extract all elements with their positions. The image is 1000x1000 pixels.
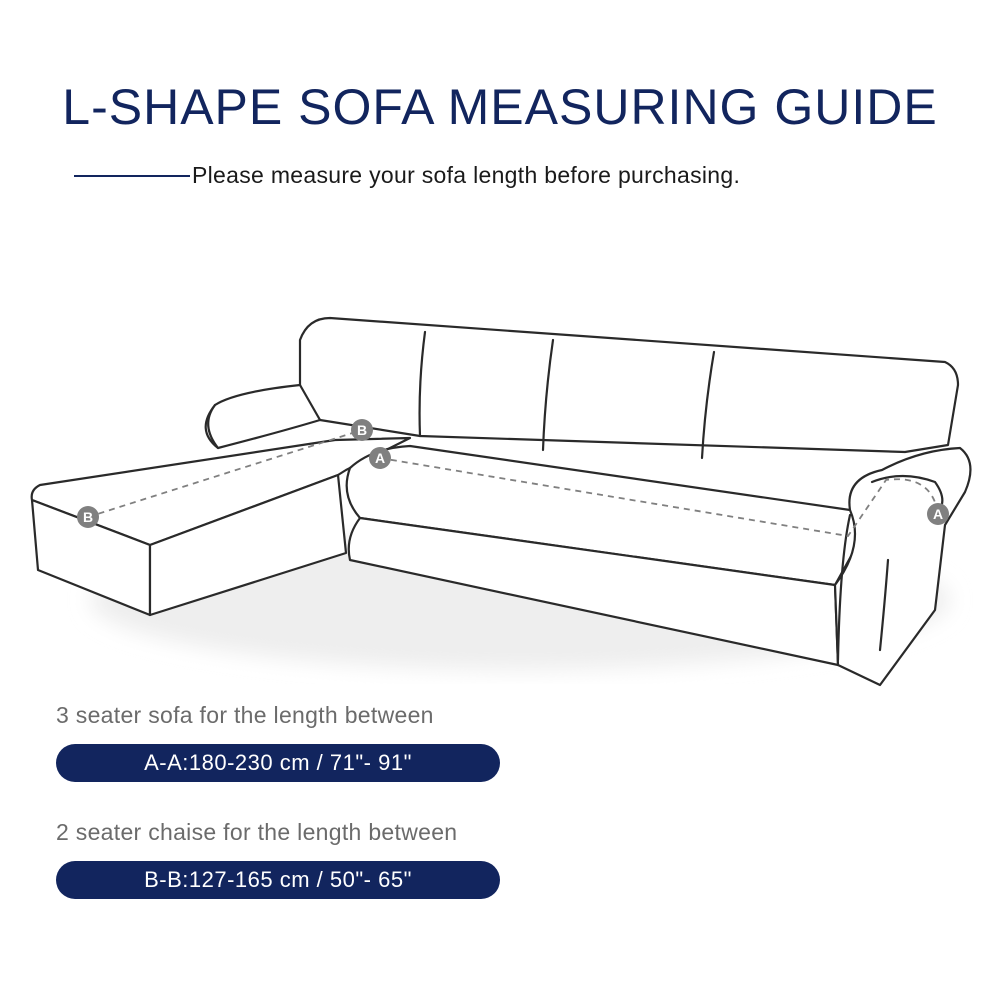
chaise-bolster [206,385,320,448]
marker-b-chaise-start [351,419,373,441]
marker-a-sofa-end [927,503,949,525]
svg-text:A: A [932,506,944,522]
marker-b-chaise-end [77,506,99,528]
svg-text:B: B [82,509,94,525]
subtitle: Please measure your sofa length before purchasing. [192,162,741,188]
chaise-length-value: B-B:127-165 cm / 50"- 65" [144,867,412,892]
right-armrest [835,448,970,685]
chaise-length-caption: 2 seater chaise for the length between [56,819,458,845]
marker-a-sofa-start [369,447,391,469]
sofa-length-badge [56,744,500,782]
svg-text:B: B [356,422,368,438]
svg-text:A: A [374,450,386,466]
sofa-length-caption: 3 seater sofa for the length between [56,702,434,728]
chaise-length-badge [56,861,500,899]
sofa-backrest [300,318,958,452]
page-title: L-SHAPE SOFA MEASURING GUIDE [62,79,938,135]
sofa-length-value: A-A:180-230 cm / 71"- 91" [144,750,412,775]
